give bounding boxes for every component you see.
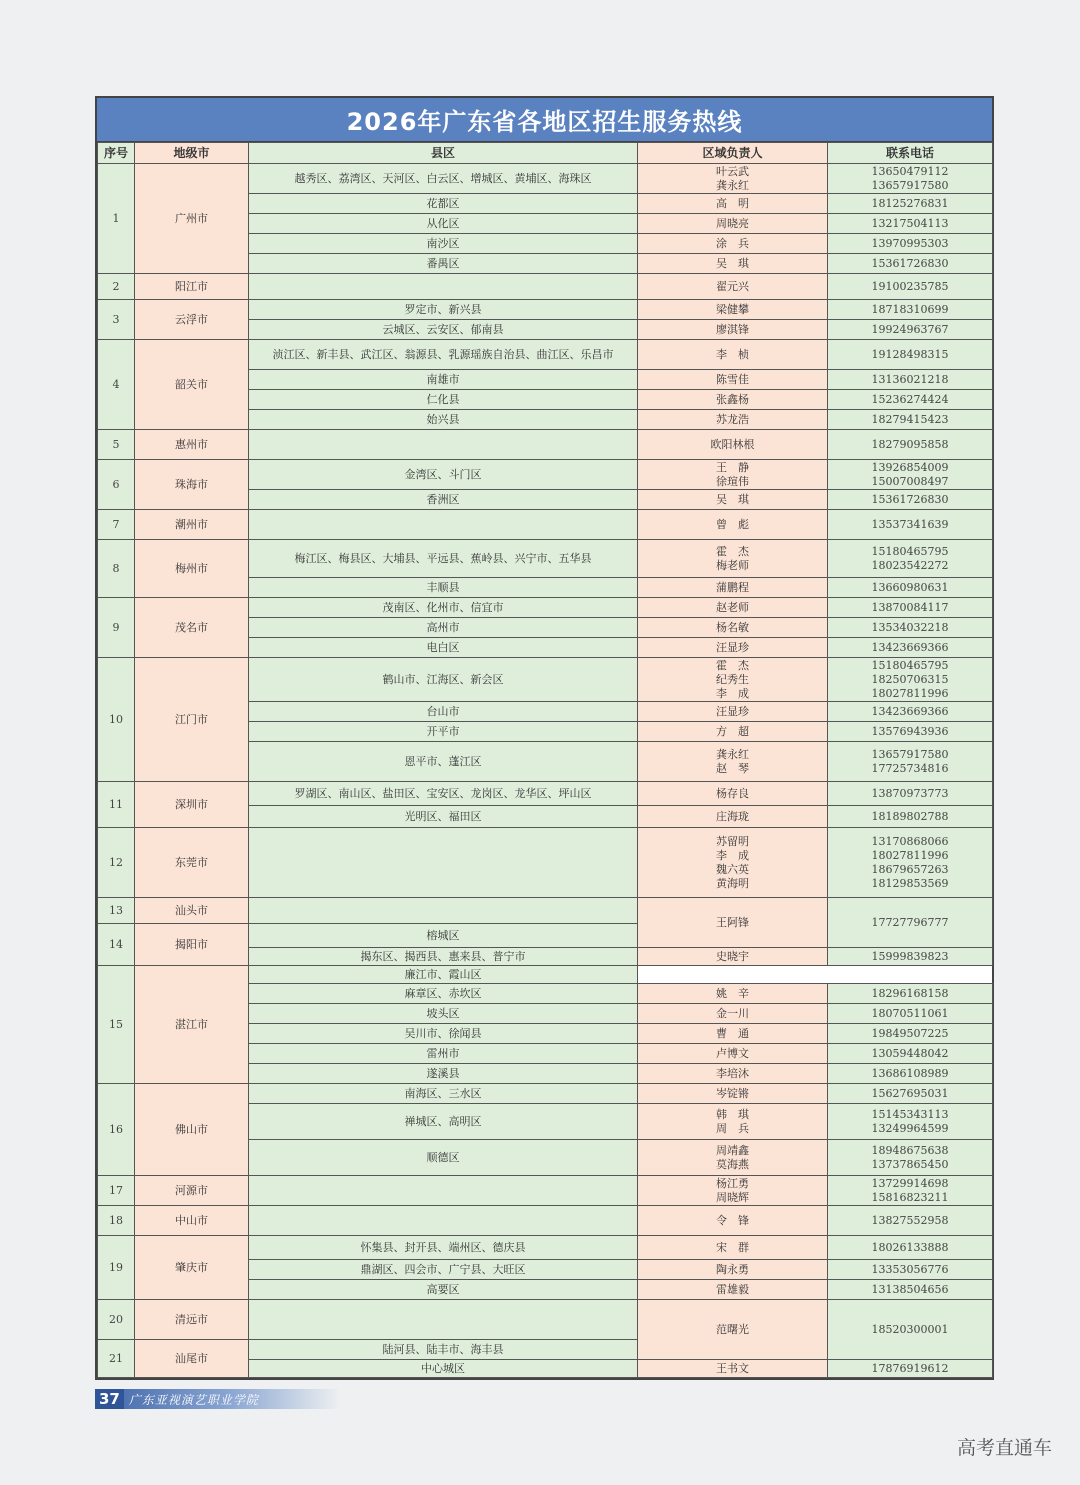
- table-row: [98, 598, 993, 618]
- contact-person-cell: 蒲鹏程: [638, 578, 828, 598]
- city-cell: 佛山市: [135, 1084, 249, 1176]
- area-cell: 顺德区: [249, 1140, 638, 1176]
- table-row: [98, 828, 993, 898]
- contact-person-cell: 汪显珍: [638, 702, 828, 722]
- phone-cell: 13660980631: [828, 578, 993, 598]
- area-cell: 吴川市、徐闻县: [249, 1024, 638, 1044]
- phone-cell: 15361726830: [828, 490, 993, 510]
- city-cell: 清远市: [135, 1300, 249, 1340]
- contact-person-cell: 张鑫杨: [638, 390, 828, 410]
- phone-cell: 13729914698 15816823211: [828, 1176, 993, 1206]
- area-cell: [249, 898, 638, 924]
- contact-person-cell: 苏龙浩: [638, 410, 828, 430]
- table-row: [98, 300, 993, 320]
- area-cell: [249, 510, 638, 540]
- contact-person-cell: 令 锋: [638, 1206, 828, 1236]
- phone-cell: 13170868066 18027811996 18679657263 18129853569: [828, 828, 993, 898]
- area-cell: 坡头区: [249, 1004, 638, 1024]
- city-cell: 云浮市: [135, 300, 249, 340]
- table-row: [98, 658, 993, 702]
- row-number-cell: 3: [98, 300, 135, 340]
- hotline-table: [97, 142, 993, 1378]
- area-cell: 香洲区: [249, 490, 638, 510]
- area-cell: 麻章区、赤坎区: [249, 984, 638, 1004]
- contact-person-cell: 方 超: [638, 722, 828, 742]
- row-number-cell: 9: [98, 598, 135, 658]
- phone-cell: 18296168158: [828, 984, 993, 1004]
- phone-cell: 19849507225: [828, 1024, 993, 1044]
- phone-cell: 15180465795 18023542272: [828, 540, 993, 578]
- row-number-cell: 6: [98, 460, 135, 510]
- phone-cell: 13827552958: [828, 1206, 993, 1236]
- city-cell: 汕尾市: [135, 1340, 249, 1378]
- area-cell: 始兴县: [249, 410, 638, 430]
- area-cell: 南沙区: [249, 234, 638, 254]
- area-cell: [249, 430, 638, 460]
- area-cell: 花都区: [249, 194, 638, 214]
- phone-cell: 13537341639: [828, 510, 993, 540]
- page-number: 37: [95, 1389, 124, 1409]
- city-cell: 汕头市: [135, 898, 249, 924]
- area-cell: 鼎湖区、四会市、广宁县、大旺区: [249, 1260, 638, 1280]
- hotline-sheet: [95, 96, 994, 1380]
- phone-cell: 13970995303: [828, 234, 993, 254]
- table-row: [98, 782, 993, 806]
- city-cell: 中山市: [135, 1206, 249, 1236]
- table-row: [98, 460, 993, 490]
- row-number-cell: 1: [98, 164, 135, 274]
- contact-person-cell: 宋 群: [638, 1236, 828, 1260]
- phone-cell: 17876919612: [828, 1360, 993, 1378]
- area-cell: 南海区、三水区: [249, 1084, 638, 1104]
- contact-person-cell: 高 明: [638, 194, 828, 214]
- phone-cell: 15145343113 13249964599: [828, 1104, 993, 1140]
- area-cell: 遂溪县: [249, 1064, 638, 1084]
- contact-person-cell: 曹 通: [638, 1024, 828, 1044]
- phone-cell: 18125276831: [828, 194, 993, 214]
- contact-person-cell: 吴 琪: [638, 254, 828, 274]
- phone-cell: 19100235785: [828, 274, 993, 300]
- header-head: 区域负责人: [638, 143, 828, 164]
- area-cell: [249, 828, 638, 898]
- area-cell: 揭东区、揭西县、惠来县、普宁市: [249, 948, 638, 966]
- contact-person-cell: 岑锭锵: [638, 1084, 828, 1104]
- row-number-cell: 16: [98, 1084, 135, 1176]
- table-row: [98, 1300, 993, 1340]
- city-cell: 梅州市: [135, 540, 249, 598]
- city-cell: 韶关市: [135, 340, 249, 430]
- row-number-cell: 19: [98, 1236, 135, 1300]
- city-cell: 肇庆市: [135, 1236, 249, 1300]
- contact-person-cell: 杨存良: [638, 782, 828, 806]
- phone-cell: 13534032218: [828, 618, 993, 638]
- area-cell: 怀集县、封开县、端州区、德庆县: [249, 1236, 638, 1260]
- header-no: 序号: [98, 143, 135, 164]
- phone-cell: 13926854009 15007008497: [828, 460, 993, 490]
- row-number-cell: 15: [98, 966, 135, 1084]
- phone-cell: 13650479112 13657917580: [828, 164, 993, 194]
- area-cell: 雷州市: [249, 1044, 638, 1064]
- area-cell: 番禺区: [249, 254, 638, 274]
- table-row: [98, 510, 993, 540]
- city-cell: 揭阳市: [135, 924, 249, 966]
- contact-person-cell: 范曙光: [638, 1300, 828, 1360]
- phone-cell: 19924963767: [828, 320, 993, 340]
- area-cell: 茂南区、化州市、信宜市: [249, 598, 638, 618]
- contact-person-cell: 霍 杰 梅老师: [638, 540, 828, 578]
- area-cell: 电白区: [249, 638, 638, 658]
- watermark: 高考直通车: [956, 1437, 1052, 1459]
- area-cell: 梅江区、梅县区、大埔县、平远县、蕉岭县、兴宁市、五华县: [249, 540, 638, 578]
- area-cell: 罗定市、新兴县: [249, 300, 638, 320]
- phone-cell: 15180465795 18250706315 18027811996: [828, 658, 993, 702]
- contact-person-cell: 叶云武 龚永红: [638, 164, 828, 194]
- contact-person-cell: 陈雪佳: [638, 370, 828, 390]
- footer-strip: [95, 1389, 340, 1409]
- city-cell: 惠州市: [135, 430, 249, 460]
- city-cell: 东莞市: [135, 828, 249, 898]
- contact-person-cell: 韩 琪 周 兵: [638, 1104, 828, 1140]
- area-cell: 台山市: [249, 702, 638, 722]
- city-cell: 茂名市: [135, 598, 249, 658]
- area-cell: 浈江区、新丰县、武江区、翁源县、乳源瑶族自治县、曲江区、乐昌市: [249, 340, 638, 370]
- area-cell: 从化区: [249, 214, 638, 234]
- phone-cell: 18026133888: [828, 1236, 993, 1260]
- phone-cell: 18948675638 13737865450: [828, 1140, 993, 1176]
- phone-cell: 17727796777: [828, 898, 993, 948]
- phone-cell: 13136021218: [828, 370, 993, 390]
- area-cell: 云城区、云安区、郁南县: [249, 320, 638, 340]
- area-cell: [249, 274, 638, 300]
- area-cell: 高要区: [249, 1280, 638, 1300]
- area-cell: 恩平市、蓬江区: [249, 742, 638, 782]
- city-cell: 深圳市: [135, 782, 249, 828]
- row-number-cell: 4: [98, 340, 135, 430]
- table-row: [98, 898, 993, 924]
- contact-person-cell: 吴 琪: [638, 490, 828, 510]
- area-cell: 榕城区: [249, 924, 638, 948]
- contact-person-cell: 王 静 徐瑄伟: [638, 460, 828, 490]
- contact-person-cell: 李 桢: [638, 340, 828, 370]
- row-number-cell: 13: [98, 898, 135, 924]
- table-row: [98, 274, 993, 300]
- table-row: [98, 1206, 993, 1236]
- table-row: [98, 340, 993, 370]
- area-cell: 仁化县: [249, 390, 638, 410]
- phone-cell: 13576943936: [828, 722, 993, 742]
- contact-person-cell: 王书文: [638, 1360, 828, 1378]
- city-cell: 阳江市: [135, 274, 249, 300]
- area-cell: [249, 1206, 638, 1236]
- phone-cell: 19128498315: [828, 340, 993, 370]
- table-row: [98, 966, 993, 984]
- area-cell: 中心城区: [249, 1360, 638, 1378]
- table-header-row: [98, 143, 993, 164]
- contact-person-cell: 周晓亮: [638, 214, 828, 234]
- phone-cell: 13686108989: [828, 1064, 993, 1084]
- header-tel: 联系电话: [828, 143, 993, 164]
- row-number-cell: 11: [98, 782, 135, 828]
- contact-person-cell: 杨江勇 周晓辉: [638, 1176, 828, 1206]
- table-row: [98, 1176, 993, 1206]
- contact-person-cell: 赵老师: [638, 598, 828, 618]
- contact-person-cell: 陶永勇: [638, 1260, 828, 1280]
- row-number-cell: 8: [98, 540, 135, 598]
- phone-cell: 18070511061: [828, 1004, 993, 1024]
- contact-person-cell: 翟元兴: [638, 274, 828, 300]
- row-number-cell: 10: [98, 658, 135, 782]
- contact-person-cell: 姚 辛: [638, 984, 828, 1004]
- area-cell: 金湾区、斗门区: [249, 460, 638, 490]
- phone-cell: 15236274424: [828, 390, 993, 410]
- area-cell: 廉江市、霞山区: [249, 966, 638, 984]
- contact-person-cell: 欧阳林根: [638, 430, 828, 460]
- contact-person-cell: 杨名敏: [638, 618, 828, 638]
- contact-person-cell: 汪显珍: [638, 638, 828, 658]
- area-cell: 越秀区、荔湾区、天河区、白云区、增城区、黄埔区、海珠区: [249, 164, 638, 194]
- city-cell: 珠海市: [135, 460, 249, 510]
- row-number-cell: 17: [98, 1176, 135, 1206]
- phone-cell: 18279415423: [828, 410, 993, 430]
- header-city: 地级市: [135, 143, 249, 164]
- row-number-cell: 14: [98, 924, 135, 966]
- contact-person-cell: 李培沐: [638, 1064, 828, 1084]
- area-cell: 陆河县、陆丰市、海丰县: [249, 1340, 638, 1360]
- row-number-cell: 12: [98, 828, 135, 898]
- table-row: [98, 164, 993, 194]
- table-row: [98, 430, 993, 460]
- phone-cell: 15999839823: [828, 948, 993, 966]
- phone-cell: 15361726830: [828, 254, 993, 274]
- city-cell: 河源市: [135, 1176, 249, 1206]
- contact-person-cell: 梁健攀: [638, 300, 828, 320]
- phone-cell: 13657917580 17725734816: [828, 742, 993, 782]
- phone-cell: 15627695031: [828, 1084, 993, 1104]
- contact-person-cell: 王阿锋: [638, 898, 828, 948]
- school-name: 广东亚视演艺职业学院: [128, 1392, 259, 1407]
- phone-cell: 13059448042: [828, 1044, 993, 1064]
- table-row: [98, 540, 993, 578]
- table-body: [98, 164, 993, 1378]
- phone-cell: 13423669366: [828, 702, 993, 722]
- row-number-cell: 18: [98, 1206, 135, 1236]
- phone-cell: 13870084117: [828, 598, 993, 618]
- phone-cell: 13217504113: [828, 214, 993, 234]
- area-cell: [249, 1300, 638, 1340]
- row-number-cell: 5: [98, 430, 135, 460]
- contact-person-cell: 史晓宇: [638, 948, 828, 966]
- phone-cell: 13353056776: [828, 1260, 993, 1280]
- phone-cell: 18520300001: [828, 1300, 993, 1360]
- phone-cell: 13870973773: [828, 782, 993, 806]
- phone-cell: 13138504656: [828, 1280, 993, 1300]
- city-cell: 江门市: [135, 658, 249, 782]
- contact-person-cell: 卢博文: [638, 1044, 828, 1064]
- contact-person-cell: 龚永红 赵 琴: [638, 742, 828, 782]
- phone-cell: 18279095858: [828, 430, 993, 460]
- contact-person-cell: 金一川: [638, 1004, 828, 1024]
- contact-person-cell: 苏留明 李 成 魏六英 黄海明: [638, 828, 828, 898]
- area-cell: 禅城区、高明区: [249, 1104, 638, 1140]
- phone-cell: 18189802788: [828, 806, 993, 828]
- phone-cell: 18718310699: [828, 300, 993, 320]
- row-number-cell: 20: [98, 1300, 135, 1340]
- phone-cell: 13423669366: [828, 638, 993, 658]
- area-cell: 高州市: [249, 618, 638, 638]
- contact-person-cell: 霍 杰 纪秀生 李 成: [638, 658, 828, 702]
- city-cell: 湛江市: [135, 966, 249, 1084]
- area-cell: 南雄市: [249, 370, 638, 390]
- area-cell: 罗湖区、南山区、盐田区、宝安区、龙岗区、龙华区、坪山区: [249, 782, 638, 806]
- area-cell: 开平市: [249, 722, 638, 742]
- table-row: [98, 1236, 993, 1260]
- contact-person-cell: 曾 彪: [638, 510, 828, 540]
- contact-person-cell: 雷雄毅: [638, 1280, 828, 1300]
- row-number-cell: 7: [98, 510, 135, 540]
- row-number-cell: 21: [98, 1340, 135, 1378]
- area-cell: [249, 1176, 638, 1206]
- city-cell: 广州市: [135, 164, 249, 274]
- sheet-title: 2026年广东省各地区招生服务热线: [97, 98, 992, 142]
- contact-person-cell: 庄海珑: [638, 806, 828, 828]
- contact-person-cell: 廖淇锋: [638, 320, 828, 340]
- contact-person-cell: 涂 兵: [638, 234, 828, 254]
- area-cell: 光明区、福田区: [249, 806, 638, 828]
- row-number-cell: 2: [98, 274, 135, 300]
- contact-person-cell: 周靖鑫 莫海燕: [638, 1140, 828, 1176]
- header-area: 县区: [249, 143, 638, 164]
- area-cell: 鹤山市、江海区、新会区: [249, 658, 638, 702]
- city-cell: 潮州市: [135, 510, 249, 540]
- table-row: [98, 1084, 993, 1104]
- area-cell: 丰顺县: [249, 578, 638, 598]
